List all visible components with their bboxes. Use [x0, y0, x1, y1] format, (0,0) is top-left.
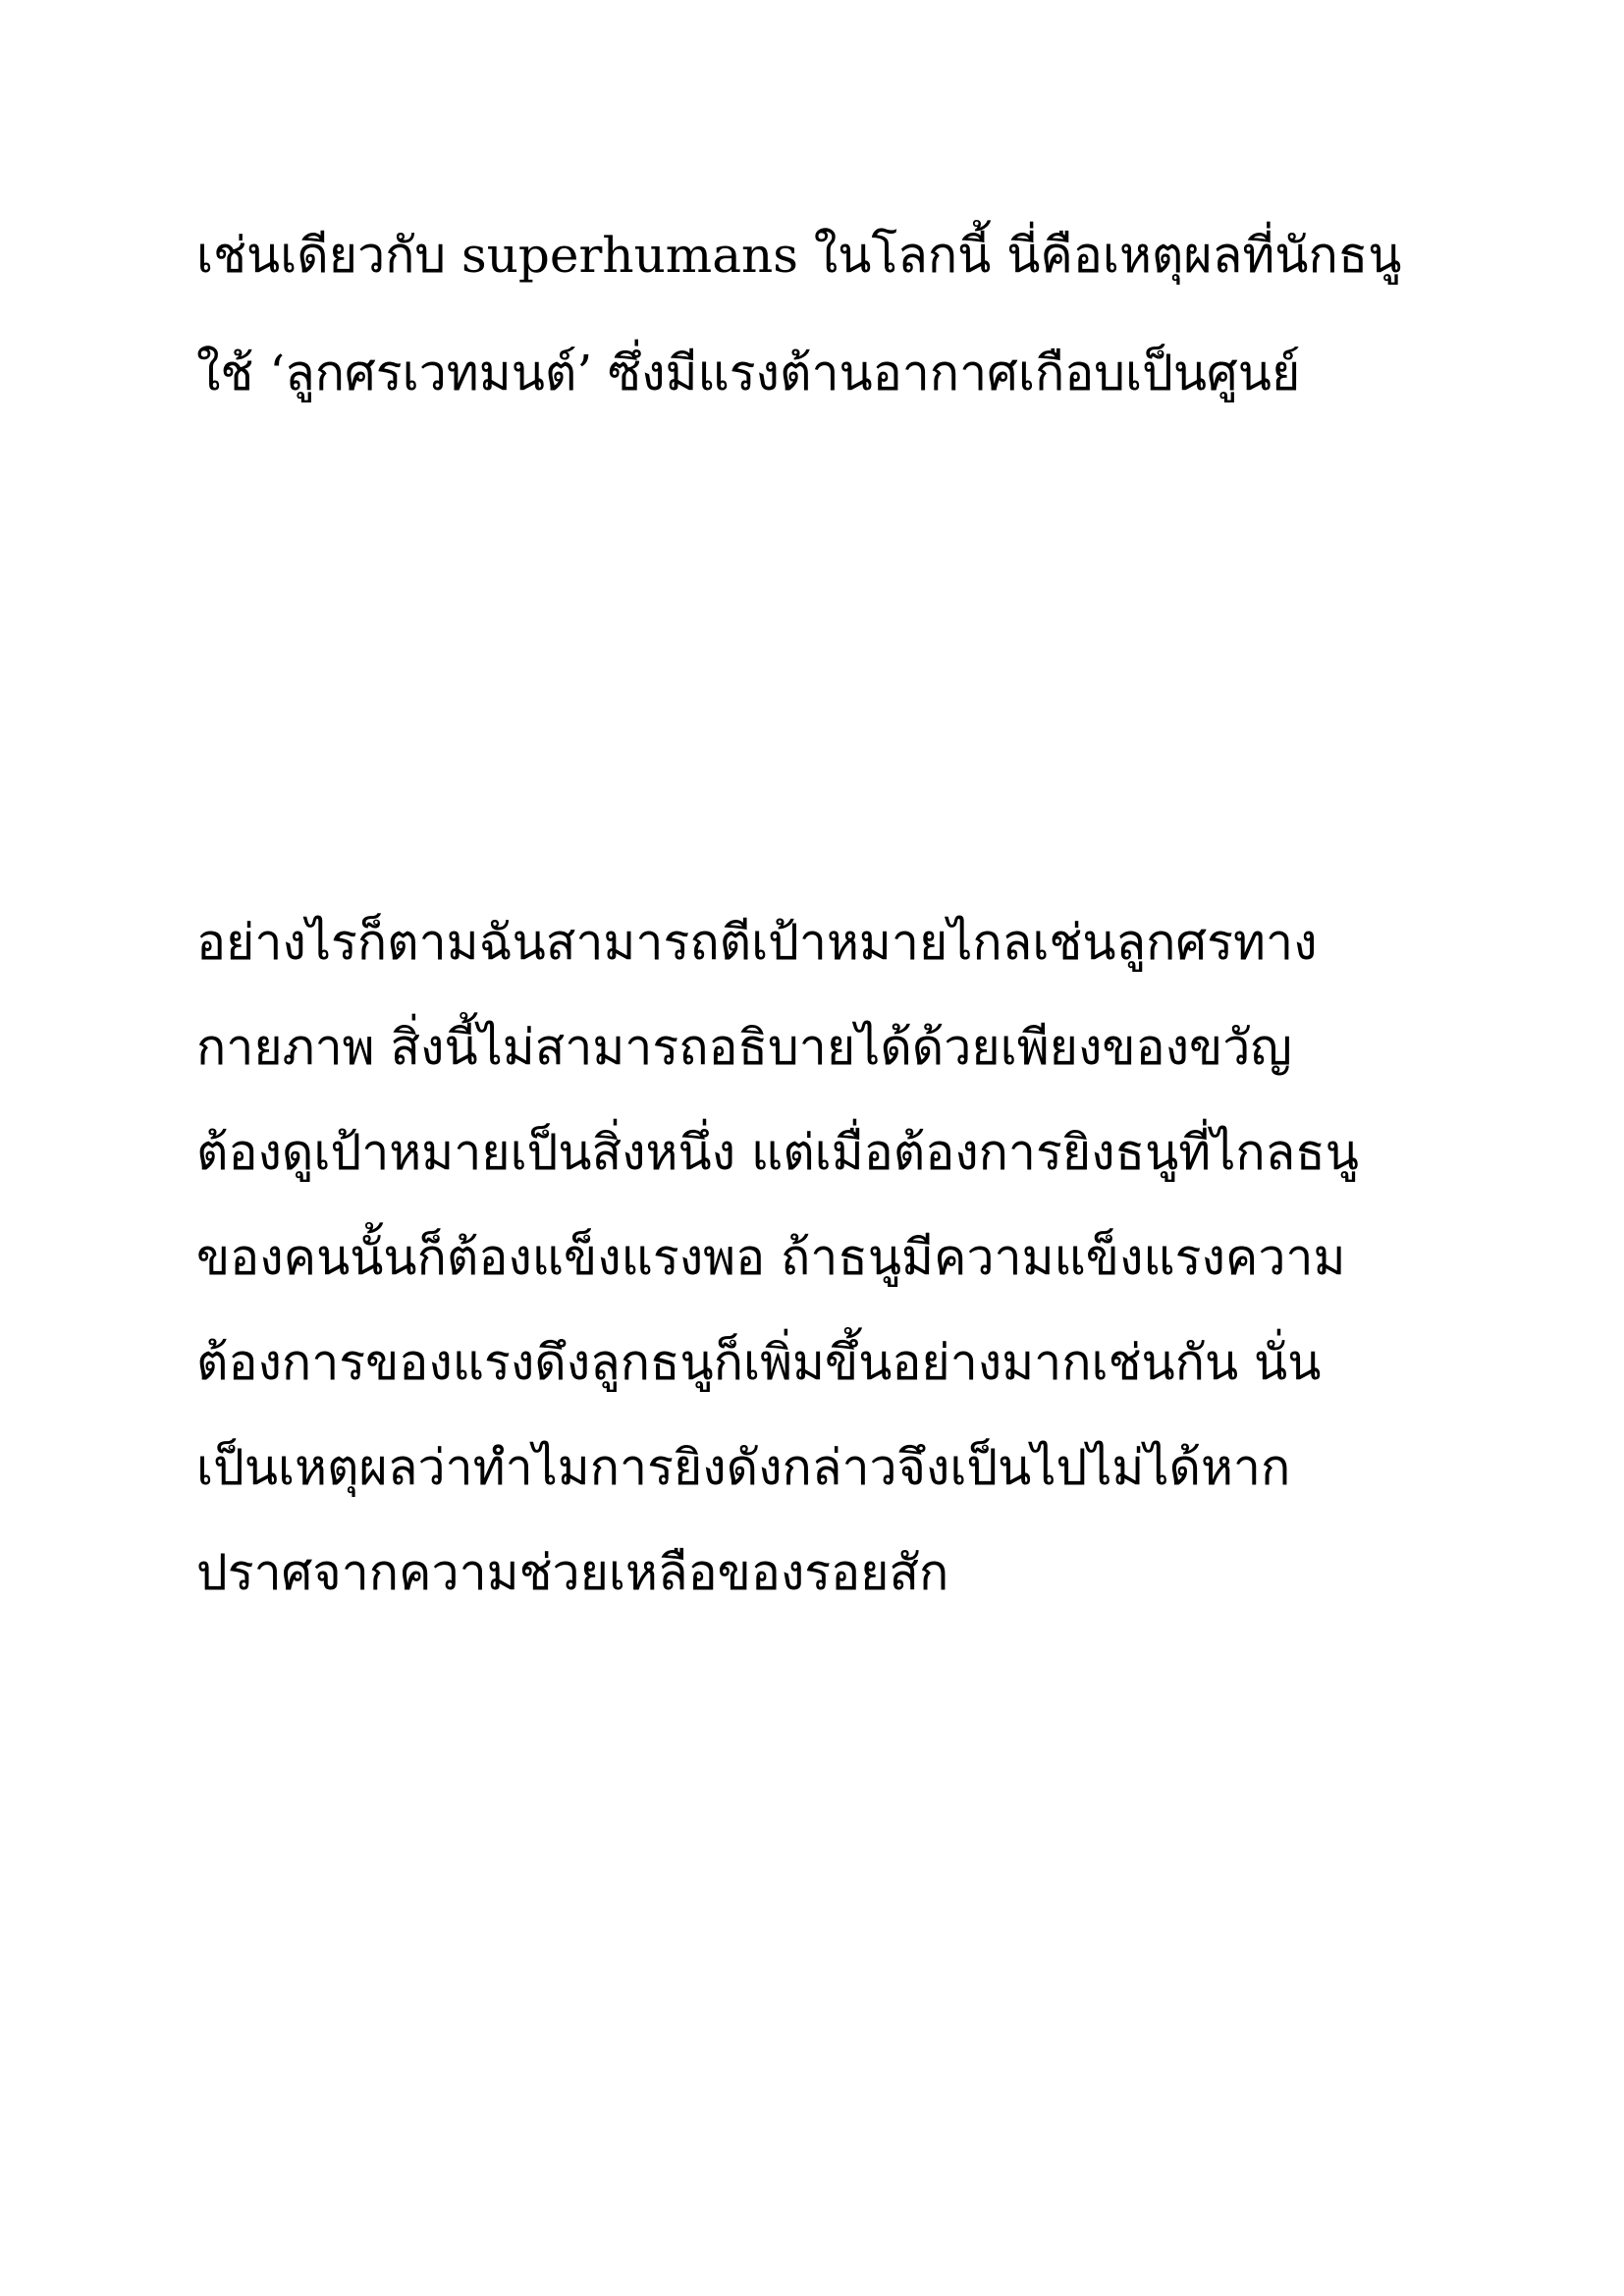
text-line: ต้องดูเป้าหมายเป็นสิ่งหนึ่ง แต่เมื่อต้องการยิงธนูที่ไกลธนู [196, 1124, 1359, 1181]
text-line: ใช้ ‘ลูกศรเวทมนต์’ ซึ่งมีแรงต้านอากาศเกือบเป็นศูนย์ [196, 345, 1301, 401]
text-line: ต้องการของแรงดึงลูกธนูก็เพิ่มขึ้นอย่างมากเช่นกัน นั่น [196, 1334, 1322, 1391]
text-line: อย่างไรก็ตามฉันสามารถตีเป้าหมายไกลเช่นลูกศรทาง [196, 914, 1318, 971]
text-line: เช่นเดียวกับ superhumans ในโลกนี้ นี่คือเหตุผลที่นักธนู [196, 227, 1402, 284]
text-line: ของคนนั้นก็ต้องแข็งแรงพอ ถ้าธนูมีความแข็งแรงความ [196, 1229, 1346, 1286]
text-line: เป็นเหตุผลว่าทำไมการยิงดังกล่าวจึงเป็นไปไม่ได้หาก [196, 1439, 1291, 1496]
text-line: ปราศจากความช่วยเหลือของรอยสัก [196, 1544, 949, 1601]
text-line: กายภาพ สิ่งนี้ไม่สามารถอธิบายได้ด้วยเพียงของขวัญ [196, 1019, 1292, 1076]
